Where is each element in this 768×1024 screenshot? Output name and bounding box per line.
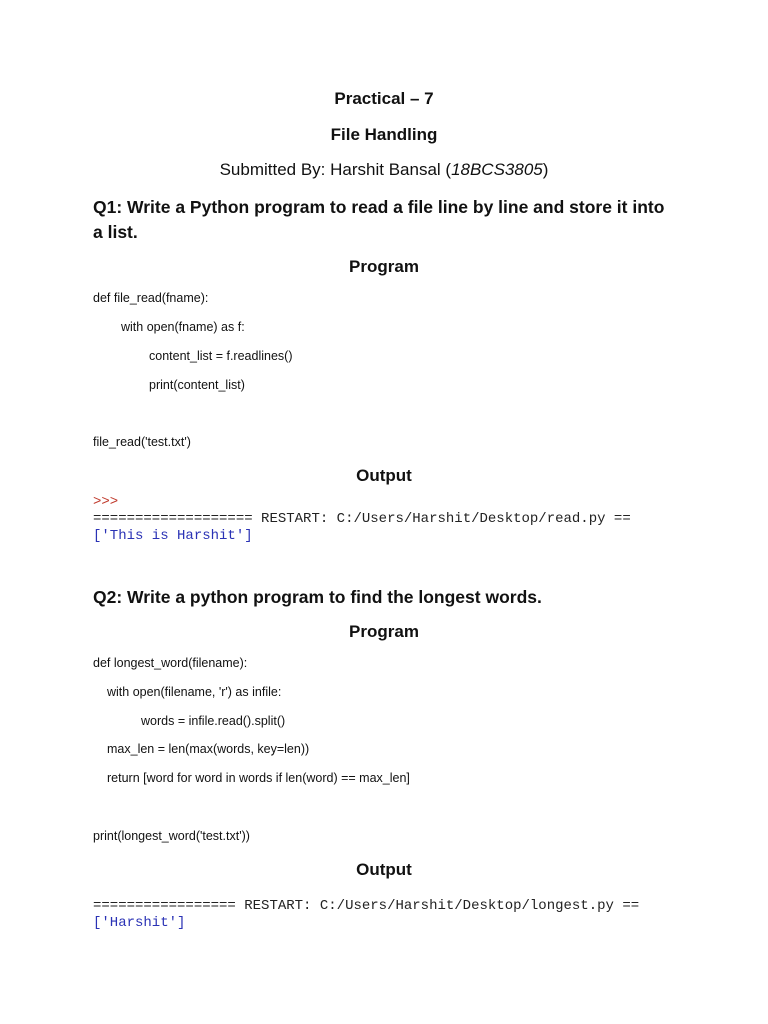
- question-2: Q2: Write a python program to find the longest words.: [93, 587, 542, 607]
- q2-restart-line: [93, 898, 639, 914]
- q2-code-line-5: return [word for word in words if len(word) == max_len]: [107, 771, 410, 785]
- q2-code-line-6: print(longest_word('test.txt')): [93, 829, 250, 843]
- q1-shell-prompt: >>>: [93, 494, 119, 510]
- page-subtitle: File Handling: [330, 125, 438, 144]
- q2-restart-label: RESTART:: [244, 898, 312, 914]
- q1-code-line-5: file_read('test.txt'): [93, 435, 191, 449]
- q1-restart-end: ==: [613, 511, 631, 527]
- q1-restart-label: RESTART:: [261, 511, 329, 527]
- q1-output-heading: Output: [356, 466, 412, 485]
- question-1: Q1: Write a Python program to read a file line by line and store it into a list.: [93, 197, 665, 242]
- q2-restart-end: ==: [622, 898, 640, 914]
- q2-code-line-3: words = infile.read().split(): [141, 714, 286, 728]
- q2-output-heading: Output: [356, 860, 412, 879]
- submitted-by-line: [0, 160, 768, 180]
- page-title: Practical – 7: [334, 89, 434, 108]
- q1-program-heading: Program: [349, 257, 419, 276]
- q1-code-line-4: print(content_list): [149, 378, 245, 392]
- q1-output-result: ['This is Harshit']: [93, 528, 253, 544]
- q1-restart-line: [93, 511, 631, 527]
- q2-restart-path: C:/Users/Harshit/Desktop/longest.py: [319, 898, 614, 914]
- q2-code-line-1: def longest_word(filename):: [93, 656, 248, 670]
- q2-code-line-4: max_len = len(max(words, key=len)): [107, 742, 310, 756]
- q2-code-line-2: with open(filename, 'r') as infile:: [107, 685, 282, 699]
- q2-output-result: ['Harshit']: [93, 915, 186, 931]
- q1-restart-path: C:/Users/Harshit/Desktop/read.py: [336, 511, 606, 527]
- q2-restart-sep: =================: [93, 898, 236, 914]
- q2-program-heading: Program: [349, 622, 419, 641]
- roll-number: 18BCS3805: [451, 160, 543, 179]
- submitted-suffix: ): [542, 160, 549, 179]
- q1-restart-sep: ===================: [93, 511, 253, 527]
- q1-code-line-1: def file_read(fname):: [93, 291, 209, 305]
- q1-code-line-2: with open(fname) as f:: [121, 320, 245, 334]
- submitted-prefix: Submitted By: Harshit Bansal (: [219, 160, 452, 179]
- q1-code-line-3: content_list = f.readlines(): [149, 349, 293, 363]
